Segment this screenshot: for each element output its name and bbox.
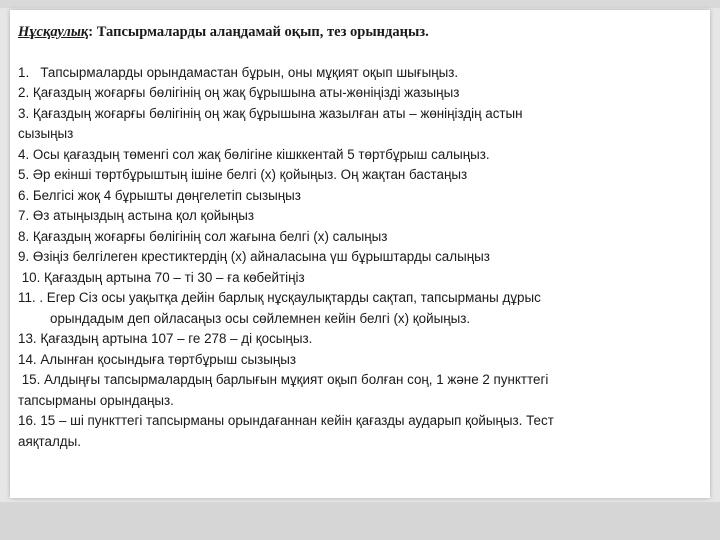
heading-text: Тапсырмаларды алаңдамай оқып, тез орындаңыз. — [96, 24, 429, 40]
instruction-item-7: 7. Өз атыңыздың астына қол қойыңыз — [18, 208, 255, 223]
instruction-item-5: 5. Әр екінші төртбұрыштың ішіне белгі (х) қойыңыз. Оң жақтан бастаңыз — [18, 167, 468, 182]
slide-top-band — [0, 0, 720, 8]
instruction-item-9: 9. Өзіңіз белгілеген крестиктердің (х) айналасына үш бұрыштарды салыңыз — [18, 249, 490, 264]
instruction-item-2: 2. Қағаздың жоғарғы бөлігінің оң жақ бұрышына аты-жөніңізді жазыңыз — [18, 85, 460, 100]
slide-bottom-band — [0, 502, 720, 540]
instruction-item-6: 6. Белгісі жоқ 4 бұрышты дөңгелетіп сызыңыз — [18, 187, 301, 203]
heading-colon: : — [88, 24, 97, 40]
instruction-item-4: 4. Осы қағаздың төменгі сол жақ бөлігіне кішккентай 5 төртбұрыш салыңыз. — [18, 146, 490, 162]
instruction-item-14: 14. Алынған қосындыға төртбұрыш сызыңыз — [18, 351, 297, 367]
instruction-item-16: 16. 15 – ші пункттегі тапсырманы орындағаннан кейін қағазды аударып қойыңыз. Тест — [18, 413, 554, 428]
instruction-item-3-continued: сызыңыз — [18, 126, 74, 141]
instruction-item-13: 13. Қағаздың артына 107 – ге 278 – ді қосыңыз. — [18, 331, 313, 346]
instruction-item-3: 3. Қағаздың жоғарғы бөлігінің оң жақ бұрышына жазылған аты – жөніңіздің астын — [18, 105, 523, 121]
instruction-item-16-continued: аяқталды. — [18, 433, 81, 449]
instruction-item-1: 1. Тапсырмаларды орындамастан бұрын, оны мұқият оқып шығыңыз. — [18, 64, 459, 80]
instructions-heading — [18, 22, 702, 43]
instruction-item-15: 15. Алдыңғы тапсырмалардың барлығын мұқият оқып болған соң, 1 және 2 пункттегі — [18, 372, 549, 387]
instruction-item-15-continued: тапсырманы орындаңыз. — [18, 392, 174, 408]
instructions-body — [18, 22, 702, 452]
instruction-item-10: 10. Қағаздың артына 70 – ті 30 – ға көбейтіңіз — [18, 269, 305, 285]
heading-label: Нұсқаулық — [18, 24, 89, 40]
document-page — [10, 10, 710, 498]
instruction-item-11: 11. . Егер Сіз осы уақытқа дейін барлық нұсқаулықтарды сақтап, тапсырманы дұрыс — [18, 290, 541, 305]
instruction-item-8: 8. Қағаздың жоғарғы бөлігінің сол жағына белгі (х) салыңыз — [18, 228, 388, 244]
instruction-item-11-continued: орындадым деп ойласаңыз осы сөйлемнен кейін белгі (х) қойыңыз. — [50, 310, 471, 326]
